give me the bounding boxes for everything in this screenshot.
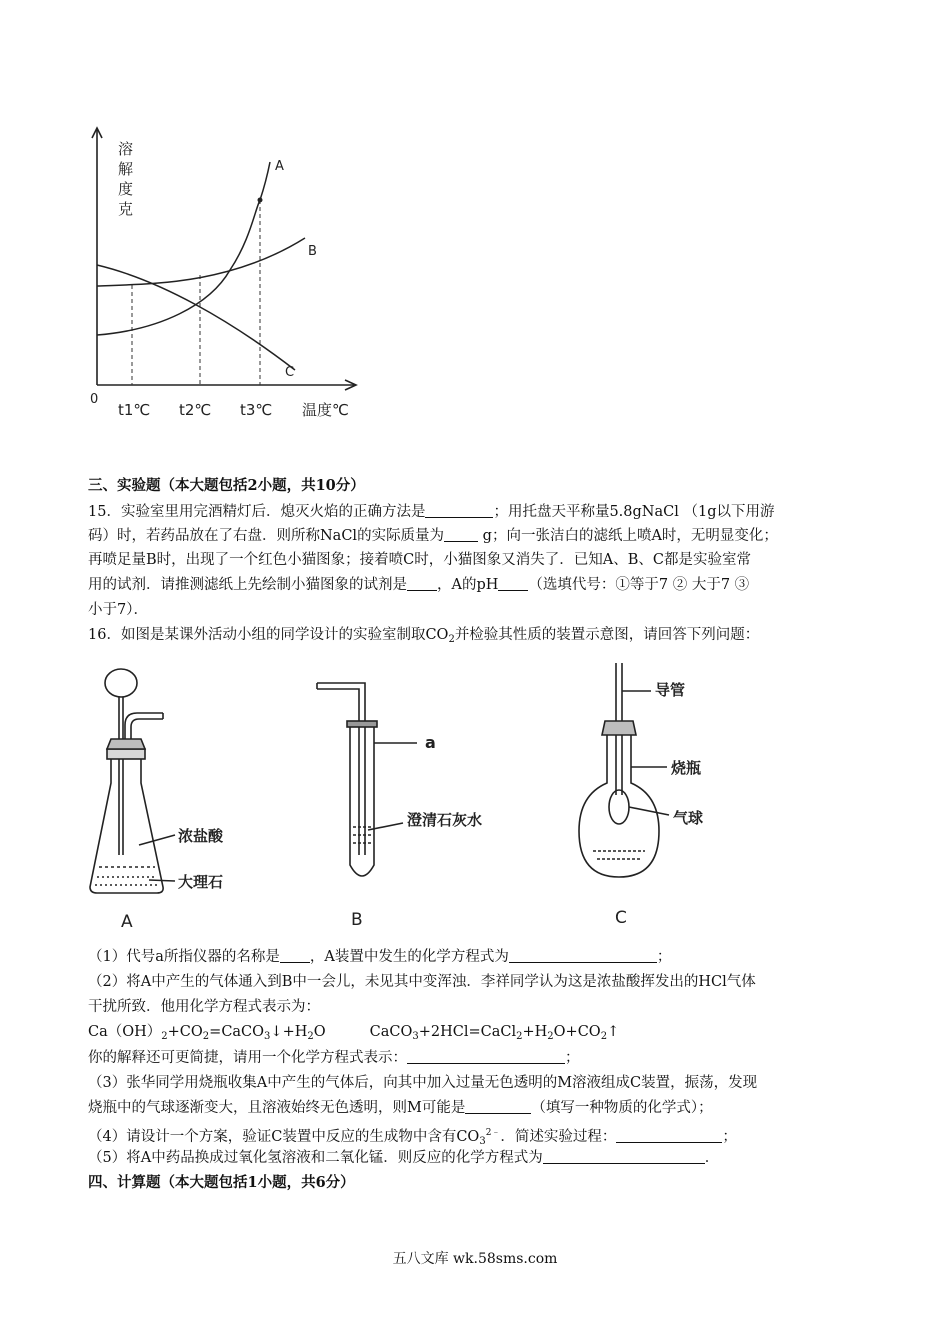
blank[interactable] — [444, 527, 478, 542]
origin-label: 0 — [90, 392, 99, 407]
blank[interactable] — [498, 576, 528, 591]
q16-part2-line4: 你的解释还可更简捷，请用一个化学方程式表示： ； — [88, 1050, 580, 1066]
q15-line4: 用的试剂．请推测滤纸上先绘制小猫图象的试剂是 ，A的pH （选填代号：①等于7 ② 大于7 ③ — [88, 577, 750, 593]
y-label-3: 度 — [118, 180, 134, 198]
curve-label-a: A — [275, 159, 284, 174]
q16-part3-line1: （3）张华同学用烧瓶收集A中产生的气体后，向其中加入过量无色透明的M溶液组成C装置，振荡，发现 — [88, 1075, 758, 1091]
curve-label-c: C — [285, 365, 295, 380]
blank[interactable] — [407, 576, 437, 591]
equation-2: $CaCO_3+2HCl=CaCl_2+H_2O+CO_2↑$ — [369, 1024, 620, 1042]
label-tube: 导管 — [655, 681, 686, 699]
y-label-4: 克 — [118, 200, 134, 218]
q15-line3: 再喷足量B时，出现了一个红色小猫图象；接着喷C时，小猫图象又消失了．已知A、B、C都是实验室常 — [88, 552, 751, 568]
tick-t3: t3℃ — [240, 401, 273, 419]
equation-1: $Ca(OH)_2+CO_2=CaCO_3↓+H_2O$ — [88, 1024, 326, 1042]
section3-heading: 三、实验题（本大题包括2小题，共10分） — [88, 477, 365, 494]
curve-label-b: B — [308, 244, 317, 259]
q15-line2: 码）时，若药品放在了右盘．则所称NaCl的实际质量为 g；向一张洁白的滤纸上喷A时，无明显变化； — [88, 528, 778, 544]
x-axis-label: 温度℃ — [302, 401, 349, 419]
q15-line5: 小于7）． — [88, 602, 148, 618]
caption-c: C — [615, 908, 627, 928]
intersection-dot — [258, 198, 263, 203]
label-flask: 烧瓶 — [671, 759, 702, 777]
label-limewater: 澄清石灰水 — [407, 811, 483, 829]
curve-c — [97, 265, 295, 370]
q16-intro: 16．如图是某课外活动小组的同学设计的实验室制取$CO_2$并检验其性质的装置示意图，请回答下列问题： — [88, 627, 760, 645]
q16-part5: （5）将A中药品换成过氧化氢溶液和二氧化锰．则反应的化学方程式为 ． — [88, 1150, 720, 1166]
q16-equations — [88, 1022, 619, 1047]
label-a-instrument: a — [425, 733, 436, 752]
tick-t1: t1℃ — [118, 401, 151, 419]
y-label-1: 溶 — [118, 140, 134, 158]
q16-part1: （1）代号a所指仪器的名称是 ，A装置中发生的化学方程式为 ； — [88, 949, 672, 965]
blank[interactable] — [616, 1128, 722, 1143]
q16-part2-line1: （2）将A中产生的气体通入到B中一会儿，未见其中变浑浊．李祥同学认为这是浓盐酸挥发出的HCl气体 — [88, 974, 756, 990]
q16-part3-line2: 烧瓶中的气球逐渐变大，且溶液始终无色透明，则M可能是 （填写一种物质的化学式）； — [88, 1100, 713, 1116]
curve-b — [97, 238, 305, 286]
q15-line1: 15．实验室里用完酒精灯后．熄灭火焰的正确方法是 ；用托盘天平称量5.8gNaCl （1g以下用游 — [88, 504, 775, 520]
apparatus-figure — [85, 655, 765, 935]
caption-a: A — [121, 912, 133, 932]
apparatus-b — [317, 683, 417, 876]
blank[interactable] — [509, 948, 657, 963]
section4-heading: 四、计算题（本大题包括1小题，共6分） — [88, 1174, 355, 1191]
blank[interactable] — [425, 503, 493, 518]
label-hcl: 浓盐酸 — [178, 827, 224, 845]
q16-part4: （4）请设计一个方案，验证C装置中反应的生成物中含有$CO_3^{2﹣}$．简述实验过程： ； — [88, 1128, 737, 1147]
y-label-2: 解 — [118, 160, 134, 178]
blank[interactable] — [543, 1149, 705, 1164]
solubility-graph — [80, 120, 380, 430]
label-balloon: 气球 — [673, 809, 704, 827]
caption-b: B — [351, 910, 363, 930]
q16-part2-line2: 干扰所致．他用化学方程式表示为： — [88, 999, 320, 1015]
label-marble: 大理石 — [178, 873, 224, 891]
apparatus-a — [90, 669, 175, 893]
blank[interactable] — [465, 1099, 531, 1114]
footer-watermark: 五八文库 wk.58sms.com — [392, 1251, 558, 1267]
tick-t2: t2℃ — [179, 401, 212, 419]
blank[interactable] — [280, 948, 310, 963]
blank[interactable] — [407, 1049, 565, 1064]
